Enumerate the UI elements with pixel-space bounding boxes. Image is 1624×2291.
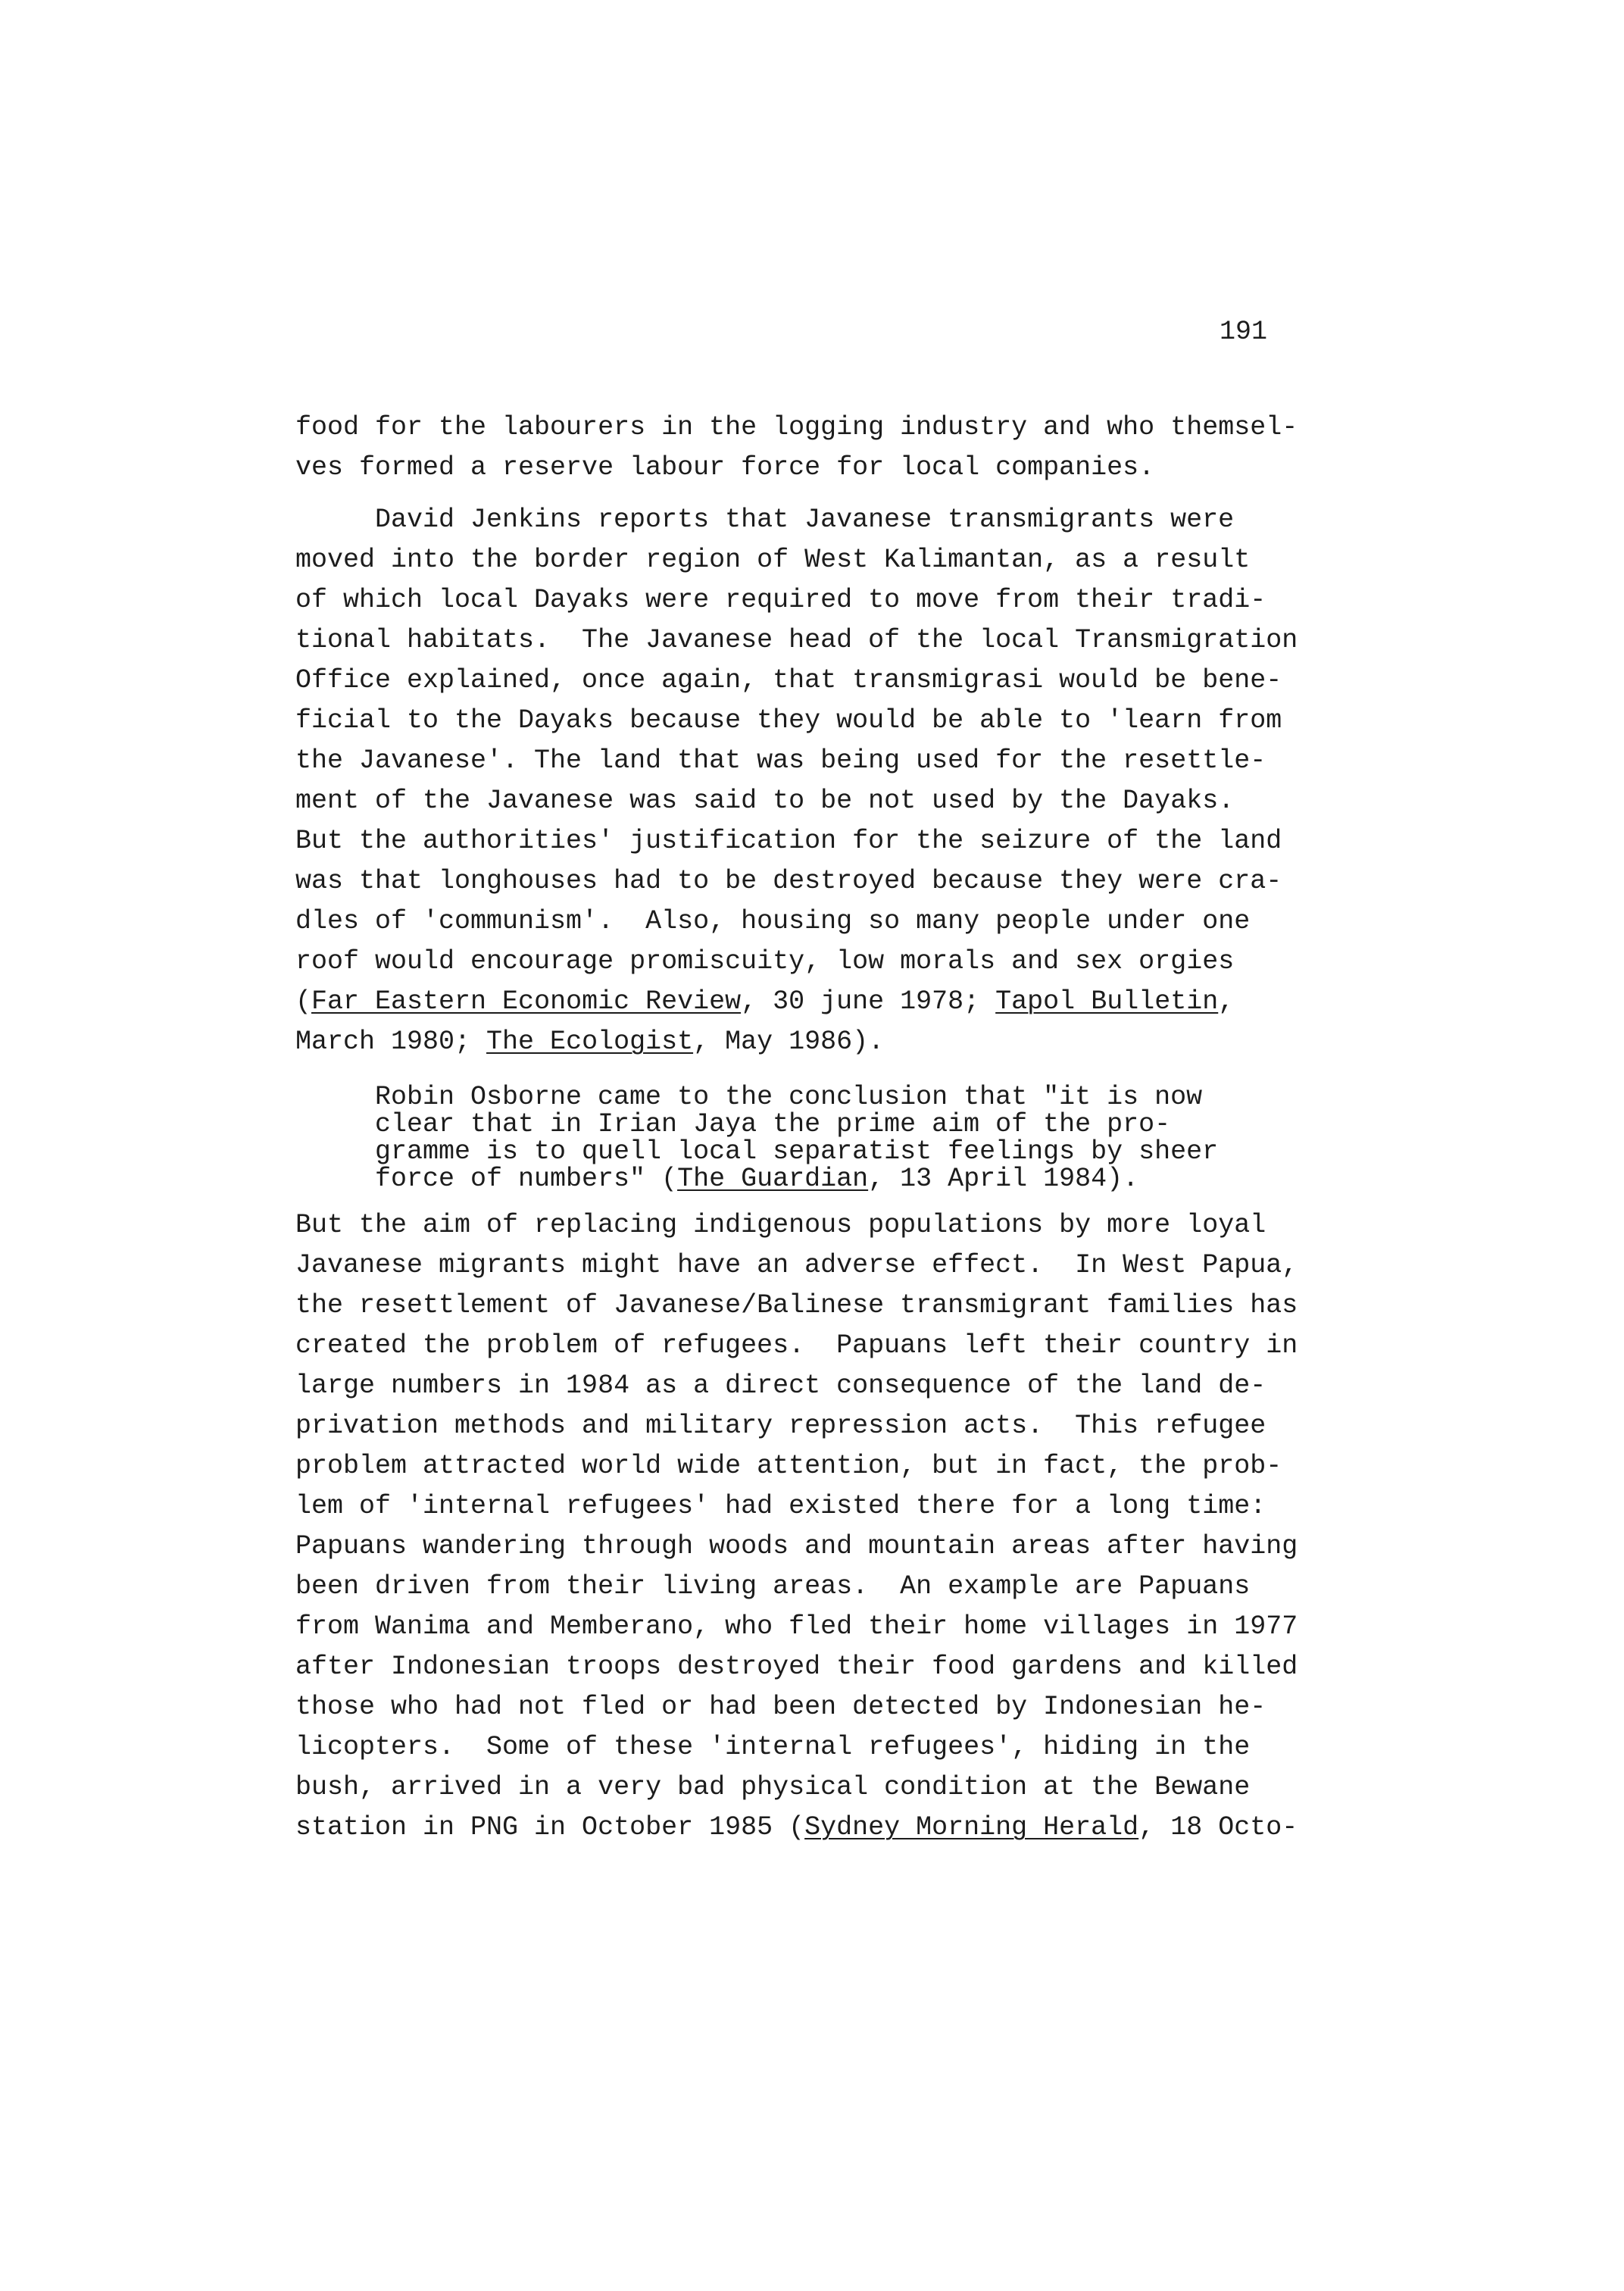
- text-line: food for the labourers in the logging industry and who themsel-: [295, 412, 1298, 442]
- text-segment: station in PNG in October 1985 (: [295, 1812, 805, 1842]
- text-segment: , 30 june 1978;: [741, 986, 996, 1017]
- text-line: problem attracted world wide attention, but in fact, the prob-: [295, 1451, 1282, 1481]
- text-line: been driven from their living areas. An example are Papuans: [295, 1571, 1251, 1602]
- text-line: lem of 'internal refugees' had existed there for a long time:: [295, 1491, 1266, 1521]
- text-line: bush, arrived in a very bad physical condition at the Bewane: [295, 1772, 1251, 1802]
- text-segment: ,: [1218, 986, 1235, 1017]
- paragraph: [295, 500, 1583, 1062]
- text-line: Javanese migrants might have an adverse effect. In West Papua,: [295, 1250, 1298, 1280]
- text-segment: March 1980;: [295, 1027, 487, 1057]
- text-line: gramme is to quell local separatist feelings by sheer: [375, 1136, 1219, 1167]
- text-line: Office explained, once again, that transmigrasi would be bene-: [295, 665, 1282, 695]
- underlined-title: Sydney Morning Herald: [804, 1812, 1139, 1842]
- underlined-title: The Guardian: [677, 1164, 869, 1194]
- paragraph: [295, 1205, 1583, 1848]
- underlined-title: The Ecologist: [486, 1027, 694, 1057]
- text-line: created the problem of refugees. Papuans left their country in: [295, 1330, 1298, 1361]
- underlined-title: Tapol Bulletin: [995, 986, 1219, 1017]
- text-line: [375, 1165, 1624, 1192]
- text-line: licopters. Some of these 'internal refugees', hiding in the: [295, 1732, 1251, 1762]
- text-line: Robin Osborne came to the conclusion that "it is now: [375, 1082, 1203, 1112]
- text-line: But the aim of replacing indigenous populations by more loyal: [295, 1210, 1266, 1240]
- text-segment: , 18 Octo-: [1138, 1812, 1298, 1842]
- text-line: large numbers in 1984 as a direct consequence of the land de-: [295, 1371, 1266, 1401]
- block-quote: [375, 1083, 1624, 1192]
- text-line: the resettlement of Javanese/Balinese transmigrant families has: [295, 1290, 1298, 1321]
- text-line: But the authorities' justification for the seizure of the land: [295, 826, 1282, 856]
- text-line: clear that in Irian Jaya the prime aim of the pro-: [375, 1109, 1171, 1139]
- text-line: tional habitats. The Javanese head of the local Transmigration: [295, 625, 1298, 655]
- text-line: privation methods and military repression acts. This refugee: [295, 1411, 1266, 1441]
- text-segment: (: [295, 986, 312, 1017]
- text-line: of which local Dayaks were required to move from their tradi-: [295, 585, 1266, 615]
- text-line: dles of 'communism'. Also, housing so many people under one: [295, 906, 1251, 936]
- text-line: ficial to the Dayaks because they would be able to 'learn from: [295, 705, 1282, 736]
- text-line: ment of the Javanese was said to be not used by the Dayaks.: [295, 786, 1235, 816]
- underlined-title: Far Eastern Economic Review: [311, 986, 742, 1017]
- text-line: the Javanese'. The land that was being used for the resettle-: [295, 745, 1266, 776]
- text-line: was that longhouses had to be destroyed because they were cra-: [295, 866, 1282, 896]
- text-line: [295, 982, 1583, 1022]
- text-line: David Jenkins reports that Javanese transmigrants were: [375, 505, 1235, 535]
- text-segment: , May 1986).: [693, 1027, 885, 1057]
- text-line: [295, 1022, 1583, 1062]
- text-line: moved into the border region of West Kalimantan, as a result: [295, 545, 1251, 575]
- text-line: Papuans wandering through woods and mountain areas after having: [295, 1531, 1298, 1561]
- text-line: from Wanima and Memberano, who fled their home villages in 1977: [295, 1611, 1298, 1642]
- text-segment: , 13 April 1984).: [868, 1164, 1139, 1194]
- text-line: ves formed a reserve labour force for local companies.: [295, 452, 1155, 483]
- text-line: those who had not fled or had been detected by Indonesian he-: [295, 1692, 1266, 1722]
- paragraph: [295, 408, 1583, 488]
- text-segment: force of numbers" (: [375, 1164, 678, 1194]
- text-line: after Indonesian troops destroyed their food gardens and killed: [295, 1652, 1298, 1682]
- page-number: 191: [1220, 317, 1268, 347]
- text-line: roof would encourage promiscuity, low morals and sex orgies: [295, 946, 1235, 977]
- text-line: [295, 1808, 1583, 1848]
